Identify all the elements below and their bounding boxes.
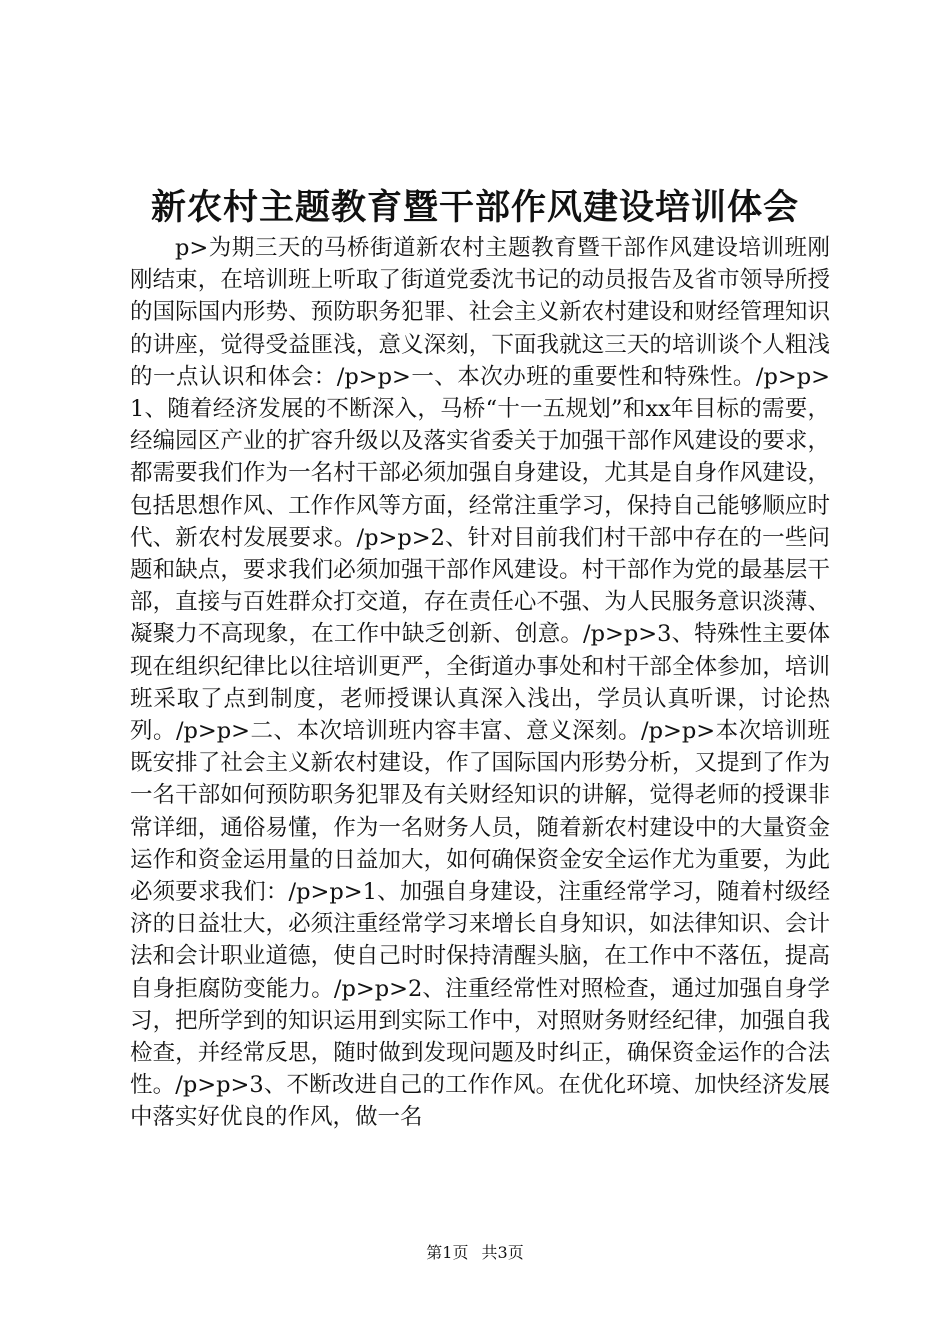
document-title: 新农村主题教育暨干部作风建设培训体会 (150, 187, 799, 228)
document-body-text: p>为期三天的马桥街道新农村主题教育暨干部作风建设培训班刚刚结束，在培训班上听取了街道党委沈书记的动员报告及省市领导所授的国际国内形势、预防职务犯罪、社会主义新农村建设和财经管理知识的讲座，觉得受益匪浅，意义深刻，下面我就这三天的培训谈个人粗浅的一点认识和体会：/p>p>一、本次办班的重要性和特殊性。/p>p>1、随着经济发展的不断深入，马桥“十一五规划”和xx年目标的需要，经编园区产业的扩容升级以及落实省委关于加强干部作风建设的要求，都需要我们作为一名村干部必须加强自身建设，尤其是自身作风建设，包括思想作风、工作作风等方面，经常注重学习，保持自己能够顺应时代、新农村发展要求。/p>p>2、针对目前我们村干部中存在的一些问题和缺点，要求我们必须加强干部作风建设。村干部作为党的最基层干部，直接与百姓群众打交道，存在责任心不强、为人民服务意识淡薄、凝聚力不高现象，在工作中缺乏创新、创意。/p>p>3、特殊性主要体现在组织纪律比以往培训更严，全街道办事处和村干部全体参加，培训班采取了点到制度，老师授课认真深入浅出，学员认真听课，讨论热列。/p>p>二、本次培训班内容丰富、意义深刻。/p>p>本次培训班既安排了社会主义新农村建设，作了国际国内形势分析，又提到了作为一名干部如何预防职务犯罪及有关财经知识的讲解，觉得老师的授课非常详细，通俗易懂，作为一名财务人员，随着新农村建设中的大量资金运作和资金运用量的日益加大，如何确保资金安全运作尤为重要，为此必须要求我们：/p>p>1、加强自身建设，注重经常学习，随着村级经济的日益壮大，必须注重经常学习来增长自身知识，如法律知识、会计法和会计职业道德，使自己时时保持清醒头脑，在工作中不落伍，提高自身拒腐防变能力。/p>p>2、注重经常性对照检查，通过加强自身学习，把所学到的知识运用到实际工作中，对照财务财经纪律，加强自我检查，并经常反思，随时做到发现问题及时纠正，确保资金运作的合法性。/p>p>3、不断改进自己的工作作风。在优化环境、加快经济发展中落实好优良的作风，做一名 (130, 235, 830, 1131)
page-total-label: 共3页 (481, 1243, 524, 1262)
page-footer (0, 1242, 950, 1264)
page-number-label: 第1页 (426, 1243, 469, 1262)
